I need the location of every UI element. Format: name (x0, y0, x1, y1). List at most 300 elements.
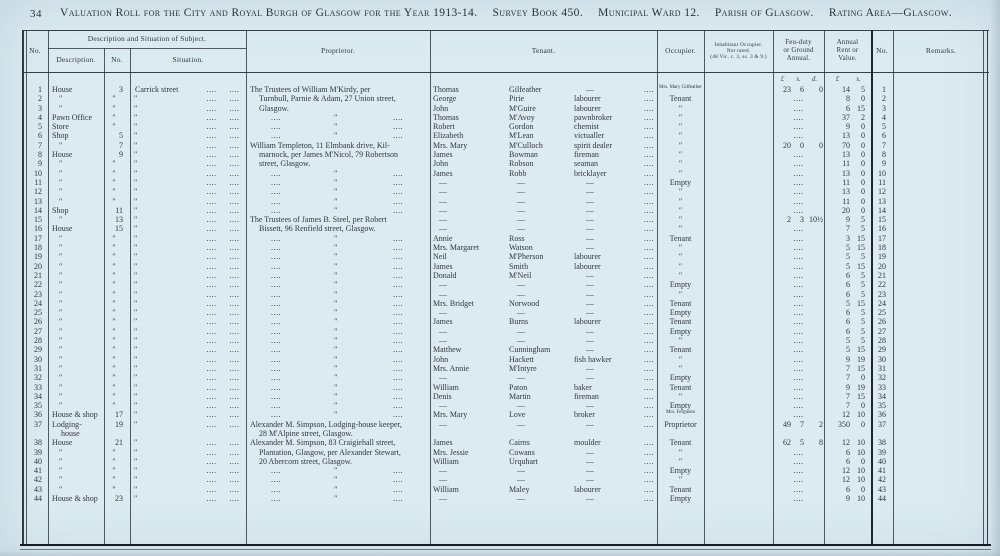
inhabitant-occupier-cell (704, 383, 773, 392)
description-cell: House (52, 150, 73, 160)
feu-duty-cell: .... (793, 447, 804, 457)
leader-dots: .... (206, 103, 217, 113)
leader-dots: .... (644, 317, 654, 327)
description-cell: ″ (59, 177, 63, 187)
leader-dots: .... (644, 373, 654, 383)
leader-dots: .... (271, 233, 281, 243)
street-number-cell: ″ (112, 354, 116, 364)
remarks-cell (893, 299, 989, 308)
feu-duty-cell: .... (793, 270, 804, 280)
table-rows (22, 85, 989, 503)
leader-dots: .... (229, 456, 240, 466)
tenant-surname: — (517, 205, 525, 215)
table-row (22, 224, 989, 233)
row-no-right: 18 (878, 243, 886, 253)
row-no: 12 (34, 187, 42, 197)
situation-cell (130, 466, 246, 475)
feu-value: 6 (800, 85, 804, 94)
leader-dots: .... (644, 168, 654, 178)
situation-cell (130, 327, 246, 336)
feu-duty-cell: .... (793, 252, 804, 262)
leader-dots: .... (644, 261, 654, 271)
leader-dots: .... (206, 159, 217, 169)
occupier-cell: ″ (678, 363, 683, 373)
rent-value-cell (824, 392, 871, 401)
leader-dots: .... (393, 382, 403, 392)
rent-value: 7 (846, 224, 850, 234)
remarks-cell (893, 150, 989, 159)
description-cell: ″ (59, 326, 63, 336)
rent-value: 5 (861, 215, 865, 225)
leader-dots: .... (644, 298, 654, 308)
tenant-first-name: Annie (433, 233, 453, 243)
situation-text: ″ (134, 475, 138, 485)
table-row (22, 187, 989, 196)
rent-value: 6 (846, 317, 850, 327)
leader-dots: .... (393, 308, 403, 318)
description-cell: ″ (59, 336, 63, 346)
rent-value-cell (824, 215, 871, 224)
row-no: 7 (38, 140, 42, 150)
situation-cell (130, 197, 246, 206)
leader-dots: .... (229, 177, 240, 187)
table-row (22, 243, 989, 252)
row-no: 8 (38, 150, 42, 160)
remarks-cell (893, 438, 989, 447)
page-edge-bottom (0, 550, 1000, 556)
street-number-cell: ″ (112, 466, 116, 476)
description-cell: ″ (59, 363, 63, 373)
tenant-occupation: — (586, 456, 594, 466)
row-no: 40 (34, 456, 42, 466)
rent-value: 5 (861, 326, 865, 336)
pound-sign: £ (780, 74, 785, 83)
rent-value: 7 (846, 391, 850, 401)
street-number-cell: ″ (112, 289, 116, 299)
situation-text: ″ (134, 298, 138, 308)
leader-dots: .... (393, 252, 403, 262)
feu-duty-cell: .... (793, 382, 804, 392)
row-no-right: 22 (878, 280, 886, 290)
description-cell: ″ (59, 252, 63, 262)
street-number-cell: ″ (112, 373, 116, 383)
occupier-cell: ″ (678, 475, 683, 485)
street-number-cell: ″ (112, 484, 116, 494)
leader-dots: .... (206, 345, 217, 355)
remarks-cell (893, 280, 989, 289)
pence-label: d. (811, 74, 818, 83)
table-row (22, 438, 989, 447)
leader-dots: .... (206, 243, 217, 253)
ditto-mark: ″ (334, 484, 338, 494)
situation-text: Carrick street (135, 85, 179, 94)
table-row (22, 290, 989, 299)
tenant-occupation: fish hawker (574, 354, 612, 364)
remarks-cell (893, 141, 989, 150)
row-no-right: 26 (878, 317, 886, 327)
tenant-surname: — (517, 419, 525, 429)
leader-dots: .... (206, 122, 217, 132)
row-no-right: 43 (878, 484, 886, 494)
proprietor-cell: The Trustees of William M'Kirdy, per (250, 85, 371, 94)
shillings-label: s. (796, 74, 801, 83)
remarks-cell (893, 271, 989, 280)
rent-value: 0 (861, 168, 865, 178)
leader-dots: .... (393, 187, 403, 197)
ditto-mark: ″ (334, 205, 338, 215)
table-row (22, 457, 989, 466)
row-no-right: 24 (878, 298, 886, 308)
tenant-first-name: Mrs. Mary (433, 140, 468, 150)
remarks-cell (893, 345, 989, 354)
description-cell: ″ (59, 187, 63, 197)
inhabitant-occupier-cell (704, 271, 773, 280)
tenant-surname: M'Intyre (509, 363, 537, 373)
rent-value: 37 (842, 112, 850, 122)
feu-value: 10½ (809, 215, 823, 225)
remarks-cell (893, 169, 989, 178)
title-main: Valuation Roll for the City and Royal Burgh of Glasgow for the Year 1913-14. (60, 7, 478, 19)
feu-duty-cell: .... (793, 345, 804, 355)
row-no (22, 429, 48, 438)
inhabitant-occupier-cell (704, 104, 773, 113)
leader-dots: .... (271, 122, 281, 132)
tenant-cell (430, 271, 657, 280)
tenant-occupation: moulder (574, 438, 601, 448)
rent-value-cell (824, 113, 871, 122)
feu-duty-cell: .... (793, 233, 804, 243)
situation-cell (130, 252, 246, 261)
leader-dots: .... (393, 177, 403, 187)
tenant-occupation: — (586, 475, 594, 485)
tenant-occupation: — (586, 345, 594, 355)
leader-dots: .... (644, 94, 654, 104)
tenant-cell (430, 224, 657, 233)
tenant-first-name: James (433, 168, 453, 178)
leader-dots: .... (393, 326, 403, 336)
tenant-first-name: William (433, 382, 459, 392)
street-number-cell: 23 (115, 494, 123, 504)
description-cell: ″ (59, 94, 63, 104)
table-row (22, 113, 989, 122)
situation-text: ″ (134, 308, 138, 318)
tenant-first-name: — (439, 205, 447, 215)
tenant-surname: — (517, 494, 525, 504)
tenant-occupation: victualler (574, 131, 605, 141)
inhabitant-occupier-cell (704, 355, 773, 364)
tenant-first-name: James (433, 438, 453, 448)
rent-value: 13 (842, 150, 850, 160)
tenant-cell (430, 364, 657, 373)
leader-dots: .... (229, 475, 240, 485)
tenant-occupation: — (586, 85, 594, 94)
rent-value-cell (824, 197, 871, 206)
leader-dots: .... (644, 382, 654, 392)
rent-value-cell (824, 150, 871, 159)
row-no: 43 (34, 484, 42, 494)
leader-dots: .... (206, 298, 217, 308)
street-number-cell: ″ (112, 336, 116, 346)
proprietor-cell (246, 252, 430, 261)
leader-dots: .... (393, 196, 403, 206)
tenant-cell (430, 113, 657, 122)
leader-dots: .... (206, 112, 217, 122)
rent-value-cell (824, 448, 871, 457)
tenant-cell (430, 438, 657, 447)
tenant-occupation: labourer (574, 484, 601, 494)
ditto-mark: ″ (334, 289, 338, 299)
tenant-first-name: Thomas (433, 112, 459, 122)
remarks-cell (893, 494, 989, 503)
leader-dots: .... (229, 336, 240, 346)
leader-dots: .... (271, 243, 281, 253)
inhabitant-occupier-cell (704, 429, 773, 438)
leader-dots: .... (644, 419, 654, 429)
situation-text: ″ (134, 466, 138, 476)
situation-cell (130, 308, 246, 317)
situation-text: ″ (134, 419, 138, 429)
proprietor-cell (246, 187, 430, 196)
ditto-mark: ″ (334, 336, 338, 346)
tenant-first-name: — (439, 177, 447, 187)
tenant-occupation: spirit dealer (574, 140, 612, 150)
occupier-cell: ″ (678, 168, 683, 178)
remarks-cell (893, 308, 989, 317)
tenant-cell (430, 475, 657, 484)
rent-value: 15 (857, 391, 865, 401)
tenant-first-name: — (439, 187, 447, 197)
leader-dots: .... (393, 243, 403, 253)
situation-cell (130, 94, 246, 103)
table-row (22, 104, 989, 113)
leader-dots: .... (206, 354, 217, 364)
tenant-cell (430, 280, 657, 289)
row-no: 18 (34, 243, 42, 253)
table-row (22, 475, 989, 484)
col-header-no2: No. (876, 46, 888, 55)
tenant-first-name: John (433, 103, 449, 113)
inhabitant-occupier-cell (704, 466, 773, 475)
occupier-cell: Tenant (669, 345, 692, 355)
tenant-surname: Cowans (509, 447, 535, 457)
leader-dots: .... (644, 447, 654, 457)
description-cell: ″ (59, 382, 63, 392)
leader-dots: .... (644, 215, 654, 225)
situation-text: ″ (134, 187, 138, 197)
rent-value: 8 (846, 94, 850, 104)
tenant-first-name: — (439, 326, 447, 336)
feu-duty-cell: .... (793, 177, 804, 187)
inhabitant-occupier-cell (704, 159, 773, 168)
row-no-right: 10 (878, 168, 886, 178)
proprietor-cell: The Trustees of James B. Steel, per Robert (250, 215, 387, 225)
row-no-right: 41 (878, 466, 886, 476)
ditto-mark: ″ (334, 168, 338, 178)
situation-text: ″ (134, 196, 138, 206)
street-number-cell: ″ (112, 168, 116, 178)
inhabitant-occupier-cell (704, 494, 773, 503)
proprietor-cell (246, 122, 430, 131)
leader-dots: .... (206, 494, 217, 504)
row-no-right: 33 (878, 382, 886, 392)
situation-cell (130, 448, 246, 457)
rent-line-2: Rent or (836, 47, 859, 55)
tenant-first-name: James (433, 261, 453, 271)
description-cell: Shop (52, 131, 69, 141)
tenant-occupation: — (586, 280, 594, 290)
row-no: 42 (34, 475, 42, 485)
description-cell: House (52, 85, 73, 94)
situation-cell (130, 104, 246, 113)
leader-dots: .... (229, 103, 240, 113)
leader-dots: .... (393, 168, 403, 178)
feu-value: 7 (800, 419, 804, 429)
rent-value: 0 (861, 456, 865, 466)
tenant-first-name: — (439, 373, 447, 383)
leader-dots: .... (206, 280, 217, 290)
remarks-cell (893, 448, 989, 457)
inh-line-1: Inhabitant Occupier. (714, 41, 763, 48)
feu-duty-cell: .... (793, 94, 804, 104)
remarks-cell (893, 392, 989, 401)
tenant-first-name: — (439, 215, 447, 225)
row-no-right: 30 (878, 354, 886, 364)
situation-text: ″ (134, 345, 138, 355)
col-header-proprietor: Proprietor. (320, 46, 356, 55)
tenant-cell (430, 494, 657, 503)
table-row (22, 299, 989, 308)
tenant-occupation: seaman (574, 159, 598, 169)
rent-value-cell (824, 271, 871, 280)
remarks-cell (893, 475, 989, 484)
tenant-surname: Ross (509, 233, 525, 243)
leader-dots: .... (229, 168, 240, 178)
rent-value: 9 (846, 215, 850, 225)
occupier-cell: ″ (678, 103, 683, 113)
rent-value-cell (824, 187, 871, 196)
tenant-surname: — (517, 187, 525, 197)
rent-value-cell (824, 224, 871, 233)
proprietor-cell (246, 355, 430, 364)
tenant-occupation: — (586, 326, 594, 336)
tenant-occupation: — (586, 466, 594, 476)
rent-value: 0 (861, 205, 865, 215)
leader-dots: .... (229, 363, 240, 373)
situation-text: ″ (134, 150, 138, 160)
row-no-right: 6 (882, 131, 886, 141)
feu-duty-cell: .... (793, 336, 804, 346)
ditto-mark: ″ (334, 233, 338, 243)
inhabitant-occupier-cell (704, 122, 773, 131)
table-row (22, 466, 989, 475)
occupier-cell: ″ (678, 112, 683, 122)
rent-value: 6 (846, 103, 850, 113)
tenant-surname: Cairns (509, 438, 530, 448)
row-no-right: 38 (878, 438, 886, 448)
row-no: 14 (34, 205, 42, 215)
leader-dots: .... (206, 168, 217, 178)
table-row (22, 401, 989, 410)
leader-dots: .... (206, 373, 217, 383)
table-row (22, 262, 989, 271)
leader-dots: .... (206, 140, 217, 150)
leader-dots: .... (644, 112, 654, 122)
inhabitant-occupier-cell (704, 150, 773, 159)
tenant-surname: Cunningham (509, 345, 551, 355)
feu-duty-cell (773, 141, 824, 150)
row-no-right: 31 (878, 363, 886, 373)
inhabitant-occupier-cell (704, 317, 773, 326)
tenant-first-name: — (439, 466, 447, 476)
situation-cell (130, 383, 246, 392)
ditto-mark: ″ (334, 363, 338, 373)
row-no-right: 34 (878, 391, 886, 401)
situation-cell (130, 364, 246, 373)
situation-text: ″ (134, 484, 138, 494)
tenant-first-name: James (433, 150, 453, 160)
remarks-cell (893, 290, 989, 299)
leader-dots: .... (644, 280, 654, 290)
rent-value-cell (824, 317, 871, 326)
tenant-cell (430, 448, 657, 457)
inhabitant-occupier-cell (704, 420, 773, 429)
situation-text: ″ (134, 103, 138, 113)
leader-dots: .... (271, 401, 281, 411)
feu-duty-cell: .... (793, 494, 804, 504)
leader-dots: .... (644, 289, 654, 299)
leader-dots: .... (271, 168, 281, 178)
leader-dots: .... (229, 345, 240, 355)
table-row (22, 169, 989, 178)
tenant-surname: — (517, 373, 525, 383)
rent-value: 12 (842, 466, 850, 476)
tenant-first-name: Elizabeth (433, 131, 464, 141)
rent-value-cell (824, 345, 871, 354)
rent-value-cell (824, 169, 871, 178)
leader-dots: .... (229, 354, 240, 364)
ditto-mark: ″ (334, 345, 338, 355)
ditto-mark: ″ (334, 252, 338, 262)
occupier-cell: ″ (678, 215, 683, 225)
tenant-cell (430, 383, 657, 392)
tenant-occupation: labourer (574, 317, 601, 327)
row-no-right: 14 (878, 205, 886, 215)
tenant-first-name: Mrs. Margaret (433, 243, 480, 253)
situation-cell (130, 410, 246, 419)
tenant-first-name: Mrs. Annie (433, 363, 469, 373)
leader-dots: .... (229, 391, 240, 401)
inh-line-2: Not rated. (726, 47, 751, 54)
tenant-occupation: bricklayer (574, 168, 607, 178)
tenant-occupation: baker (574, 382, 592, 392)
title-parish: Parish of Glasgow. (714, 7, 814, 19)
situation-text: ″ (134, 159, 138, 169)
proprietor-cell (246, 299, 430, 308)
inhabitant-occupier-cell (704, 392, 773, 401)
rule-bottom-thick (20, 544, 991, 546)
occupier-cell: ″ (678, 447, 683, 457)
row-no: 16 (34, 224, 42, 234)
description-cell: ″ (59, 103, 63, 113)
rent-value-cell (824, 178, 871, 187)
tenant-surname: Bowman (509, 150, 538, 160)
rent-value: 5 (846, 252, 850, 262)
row-no: 35 (34, 401, 42, 411)
table-row (22, 131, 989, 140)
proprietor-cell (246, 280, 430, 289)
remarks-cell (893, 457, 989, 466)
occupier-cell: Empty (669, 177, 692, 187)
